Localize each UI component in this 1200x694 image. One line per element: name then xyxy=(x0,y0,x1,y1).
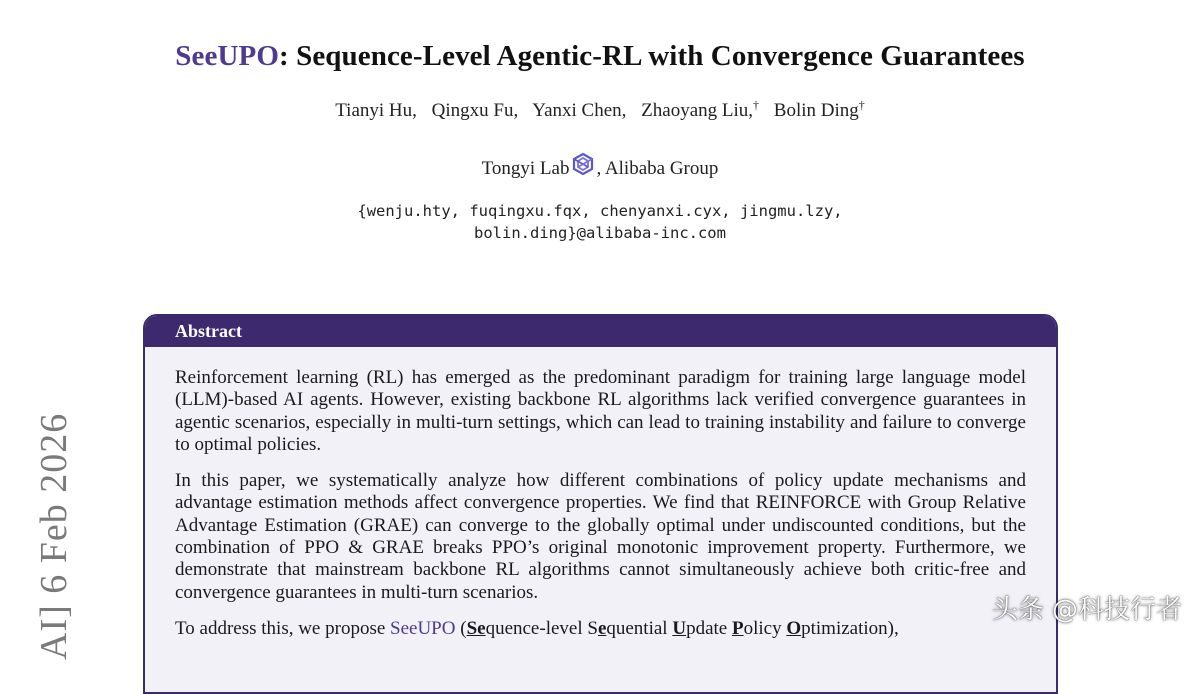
email-line: bolin.ding}@alibaba-inc.com xyxy=(474,224,726,242)
author-name: Zhaoyang Liu, xyxy=(641,100,754,121)
acronym-letter: O xyxy=(786,617,802,639)
paper-title xyxy=(0,40,1200,73)
abstract-paragraph: Reinforcement learning (RL) has emerged as the predominant paradigm for training large language model (LLM)-based AI agents. However, existing backbone RL algorithms lack verified convergence guarantees in agentic scenarios, especially in multi-turn settings, which can lead to training instability and failure to converge to optimal policies. xyxy=(175,367,1026,455)
abstract-paragraph xyxy=(175,618,1026,640)
abstract-heading: Abstract xyxy=(145,316,1056,347)
acronym-letter: P xyxy=(731,617,744,639)
corresponding-mark: † xyxy=(858,98,865,112)
affiliation xyxy=(0,152,1200,180)
author-name: Qingxu Fu, xyxy=(431,100,519,121)
tongyi-logo-icon xyxy=(571,152,595,176)
acronym-letter: e xyxy=(597,617,607,639)
affiliation-org: , Alibaba Group xyxy=(596,158,719,179)
title-brand: SeeUPO xyxy=(175,40,279,72)
acronym-text: quential xyxy=(606,617,673,639)
corresponding-mark: † xyxy=(753,98,760,112)
author-list xyxy=(0,100,1200,122)
acronym-text: quence-level S xyxy=(485,617,598,639)
author-name: Tianyi Hu, xyxy=(335,100,417,121)
title-text: : Sequence-Level Agentic-RL with Convergence Guarantees xyxy=(278,40,1025,72)
email-line: {wenju.hty, fuqingxu.fqx, chenyanxi.cyx, jingmu.lzy, xyxy=(357,202,843,220)
affiliation-lab: Tongyi Lab xyxy=(481,158,570,179)
abstract-text: ( xyxy=(455,617,467,639)
author-name: Yanxi Chen, xyxy=(532,100,627,121)
acronym-text: ptimization xyxy=(801,617,888,639)
acronym-letter: U xyxy=(672,617,687,639)
acronym-text: olicy xyxy=(743,617,787,639)
author-emails xyxy=(0,200,1200,244)
watermark: 头条 @科技行者 xyxy=(991,595,1182,625)
arxiv-side-stamp: AI] 6 Feb 2026 xyxy=(33,412,75,660)
abstract-paragraph: In this paper, we systematically analyze how different combinations of policy update mechanisms and advantage estimation methods affect convergence properties. We find that REINFORCE with Group Relative Advantage Estimation (GRAE) can converge to the globally optimal under undiscounted conditions, but the combination of PPO & GRAE breaks PPO’s original monotonic improvement property. Furthermore, we demonstrate that mainstream backbone RL algorithms cannot simultaneously achieve both critic-free and convergence guarantees in multi-turn scenarios. xyxy=(175,470,1026,603)
author-name: Bolin Ding xyxy=(773,100,859,121)
abstract-body xyxy=(145,347,1056,640)
abstract-box xyxy=(143,314,1058,694)
abstract-text: To address this, we propose xyxy=(175,617,391,639)
acronym-text: pdate xyxy=(686,617,732,639)
abstract-text: ), xyxy=(887,617,899,639)
acronym-letter: Se xyxy=(466,617,486,639)
method-name: SeeUPO xyxy=(390,617,456,639)
